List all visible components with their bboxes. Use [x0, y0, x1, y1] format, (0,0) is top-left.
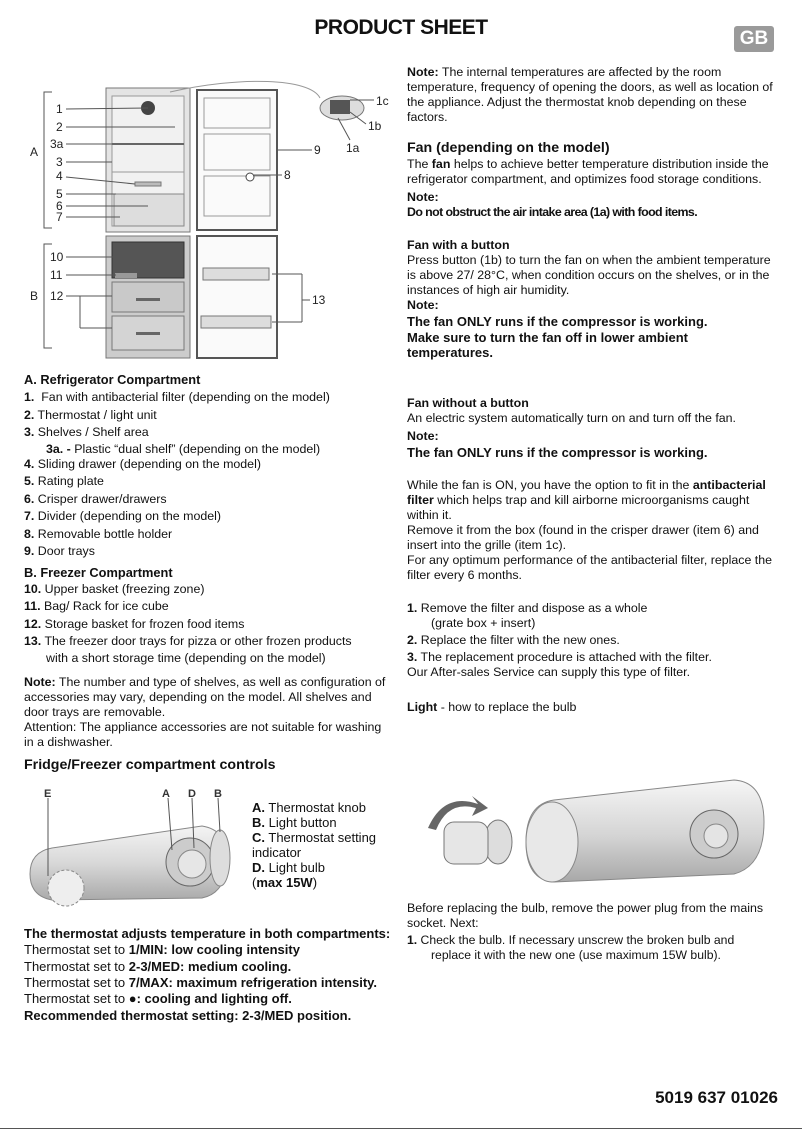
list-item: 1. Fan with antibacterial filter (depending on the model): [24, 390, 330, 404]
fridge-diagram: [20, 78, 400, 366]
fan-only-note-2: The fan ONLY runs if the compressor is working.: [407, 445, 708, 460]
list-item: 4. Sliding drawer (depending on the model): [24, 456, 261, 471]
list-item: 3a. - Plastic “dual shelf” (depending on the model): [46, 441, 321, 456]
section-a-label: A: [30, 145, 39, 159]
label-1: 1: [56, 102, 63, 116]
thermostat-line: Thermostat set to 2-3/MED: medium cooling.: [24, 959, 292, 974]
fridge-heading: A. Refrigerator Compartment: [24, 372, 201, 387]
list-item: 1. Check the bulb. If necessary unscrew the broken bulb and: [407, 933, 735, 947]
thermostat-heading: The thermostat adjusts temperature in both compartments:: [24, 926, 391, 941]
legend-item: B. Light button: [252, 815, 337, 830]
fan-note-text: Do not obstruct the air intake area (1a) with food items.: [407, 205, 698, 219]
fan-nobutton-heading: Fan without a button: [407, 396, 529, 410]
legend-item: A. Thermostat knob: [252, 800, 366, 815]
control-letter-d: D: [188, 788, 196, 800]
fan-off-note: Make sure to turn the fan off in lower ambient temperatures.: [407, 330, 688, 360]
recommended-setting: Recommended thermostat setting: 2-3/MED position.: [24, 1008, 352, 1023]
filter-text: While the fan is ON, you have the option to fit in the antibacterial filter which helps trap and kill airborne microorganisms caught within it.: [407, 478, 766, 522]
list-item: 9. Door trays: [24, 544, 95, 558]
list-item: 12. Storage basket for frozen food items: [24, 616, 245, 631]
legend-item: D. Light bulb: [252, 860, 325, 875]
label-13: 13: [312, 293, 326, 307]
fan-note-label-2: Note:: [407, 298, 439, 312]
legend-item: C. Thermostat setting indicator: [252, 830, 377, 860]
label-1a: 1a: [346, 141, 360, 155]
control-letter-b: B: [214, 788, 222, 800]
label-8: 8: [284, 168, 291, 182]
fan-only-note: The fan ONLY runs if the compressor is working.: [407, 314, 708, 329]
page-title: PRODUCT SHEET: [314, 16, 488, 39]
freezer-items-list: [24, 581, 394, 665]
controls-heading: Fridge/Freezer compartment controls: [24, 756, 276, 773]
bulb-text: Before replacing the bulb, remove the power plug from the mains socket. Next:: [407, 901, 764, 930]
filter-replace-text: For any optimum performance of the antibacterial filter, replace the filter every 6 months.: [407, 553, 773, 582]
language-badge: GB: [734, 26, 774, 52]
label-3: 3: [56, 155, 63, 169]
list-item: 3. The replacement procedure is attached with the filter.: [407, 650, 712, 664]
light-heading: Light - how to replace the bulb: [407, 700, 577, 714]
filter-steps: [407, 601, 777, 665]
list-item: 2. Replace the filter with the new ones.: [407, 633, 620, 647]
fan-button-text: Press button (1b) to turn the fan on when the ambient temperature is above 27/ 28°C, when condition occurs on the shelves, or in the instances of high air humidity.: [407, 253, 771, 297]
control-letter-a: A: [162, 788, 170, 800]
label-11: 11: [50, 268, 63, 282]
attention-text: Attention: The appliance accessories are not suitable for washing in a dishwasher.: [24, 719, 382, 749]
temperature-note: Note: The internal temperatures are affected by the room temperature, frequency of opening the doors, as well as location of the appliance. Adjust the thermostat knob depending on these factors.: [407, 65, 773, 124]
thermostat-line: Thermostat set to ●: cooling and lighting off.: [24, 991, 292, 1006]
label-9: 9: [314, 143, 321, 157]
fan-description: The fan helps to achieve better temperature distribution inside the refrigerator compartment, and optimizes food storage conditions.: [407, 157, 769, 186]
filter-remove-text: Remove it from the box (found in the crisper drawer (item 6) and insert into the grille (item 1c).: [407, 523, 759, 552]
list-item: 11. Bag/ Rack for ice cube: [24, 599, 169, 613]
label-1b: 1b: [368, 119, 382, 133]
fan-heading: Fan (depending on the model): [407, 140, 610, 156]
note-paragraph: Note: The number and type of shelves, as well as configuration of accessories may vary, depending on the model. All shelves and door trays are removable.: [24, 674, 386, 719]
control-letter-e: E: [44, 788, 52, 800]
list-item: with a short storage time (depending on the model): [46, 650, 326, 665]
list-item: (grate box + insert): [431, 616, 536, 630]
list-item: replace it with the new one (use maximum 15W bulb).: [431, 948, 721, 962]
label-6: 6: [56, 199, 63, 213]
fan-nobutton-text: An electric system automatically turn on and turn off the fan.: [407, 411, 736, 425]
bulb-diagram: [414, 770, 774, 892]
fan-note-label: Note:: [407, 190, 439, 204]
controls-diagram: [22, 788, 242, 918]
list-item: 8. Removable bottle holder: [24, 526, 173, 541]
label-1c: 1c: [376, 94, 389, 108]
label-3a: 3a: [50, 137, 64, 151]
list-item: 3. Shelves / Shelf area: [24, 425, 149, 439]
list-item: 13. The freezer door trays for pizza or other frozen products: [24, 634, 352, 648]
thermostat-line: Thermostat set to 1/MIN: low cooling intensity: [24, 942, 300, 957]
bulb-steps: [407, 933, 777, 963]
list-item: 7. Divider (depending on the model): [24, 509, 222, 523]
label-7: 7: [56, 210, 63, 224]
list-item: 1. Remove the filter and dispose as a whole: [407, 601, 648, 615]
fridge-items-list: [24, 389, 394, 561]
fan-note-label-3: Note:: [407, 429, 439, 443]
label-5: 5: [56, 187, 63, 201]
fan-button-heading: Fan with a button: [407, 238, 510, 252]
aftersales-text: Our After-sales Service can supply this type of filter.: [407, 665, 691, 679]
list-item: 2. Thermostat / light unit: [24, 407, 157, 422]
legend-max: (max 15W): [252, 875, 318, 890]
list-item: 10. Upper basket (freezing zone): [24, 581, 205, 596]
label-12: 12: [50, 289, 64, 303]
list-item: 5. Rating plate: [24, 474, 104, 488]
label-4: 4: [56, 169, 63, 183]
controls-legend: [252, 800, 397, 890]
thermostat-line: Thermostat set to 7/MAX: maximum refrigeration intensity.: [24, 975, 378, 990]
label-2: 2: [56, 120, 63, 134]
bottom-divider: [0, 1128, 802, 1129]
freezer-heading: B. Freezer Compartment: [24, 564, 173, 580]
part-number: 5019 637 01026: [655, 1088, 778, 1107]
label-10: 10: [50, 250, 64, 264]
list-item: 6. Crisper drawer/drawers: [24, 491, 167, 506]
section-b-label: B: [30, 289, 39, 303]
